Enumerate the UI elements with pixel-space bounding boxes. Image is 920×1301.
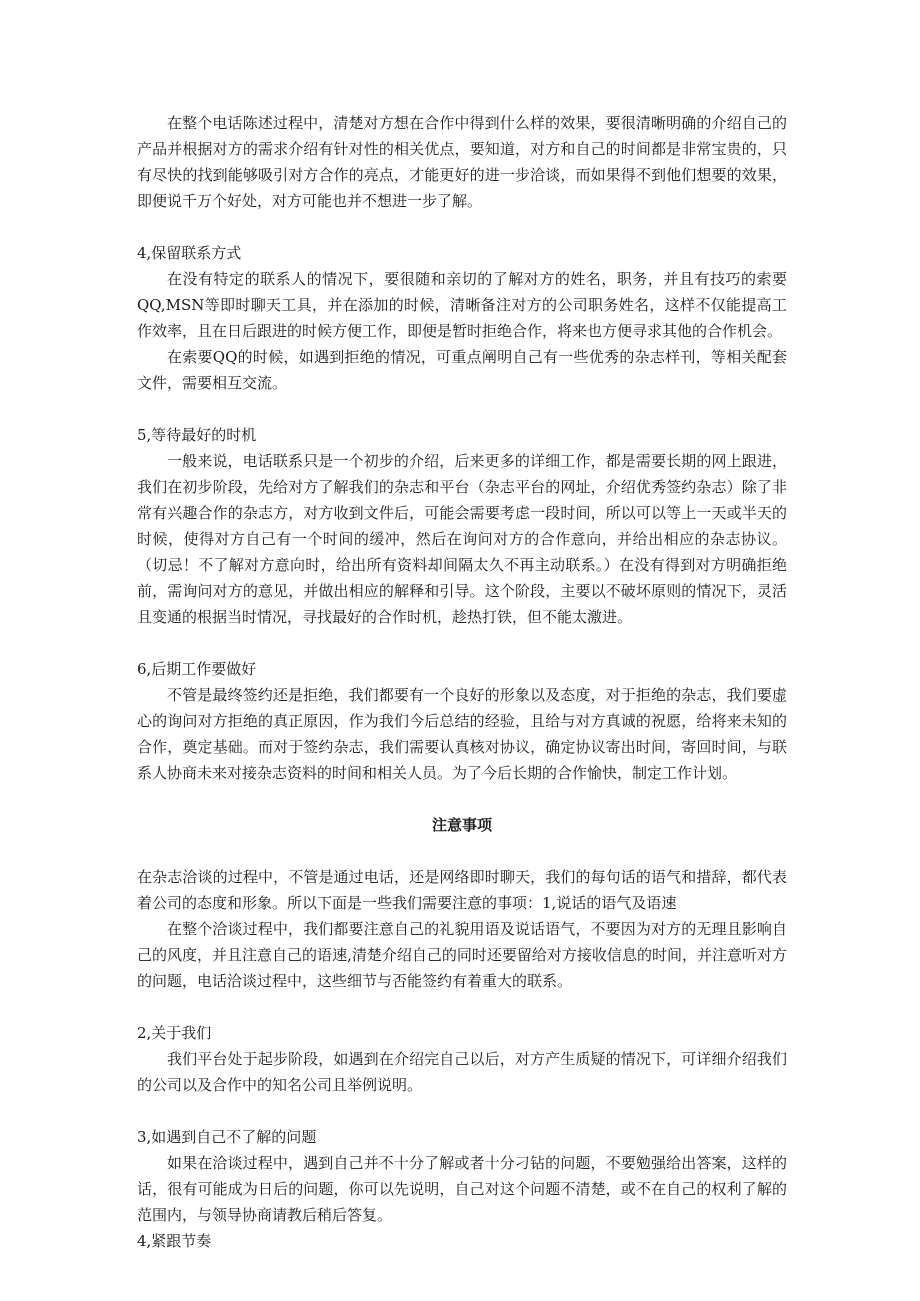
spacer (137, 1098, 787, 1124)
paragraph-follow-up: 不管是最终签约还是拒绝，我们都要有一个良好的形象以及态度，对于拒绝的杂志，我们要虚心的询问对方拒绝的真正原因，作为我们今后总结的经验，且给与对方真诚的祝愿，给将来未知的合作，奠定基础。而对于签约杂志，我们需要认真核对协议，确定协议寄出时间，寄回时间，与联系人协商未来对接杂志资料的时间和相关人员。为了今后长期的合作愉快，制定工作计划。 (137, 686, 787, 782)
heading-best-timing: 5,等待最好的时机 (137, 426, 257, 444)
document-body (137, 110, 787, 1254)
paragraph-presentation: 在整个电话陈述过程中，清楚对方想在合作中得到什么样的效果，要很清晰明确的介绍自己的产品并根据对方的需求介绍有针对性的相关优点，要知道，对方和自己的时间都是非常宝贵的，只有尽快的找到能够吸引对方合作的亮点，才能更好的进一步洽谈，而如果得不到他们想要的效果，即便说千万个好处，对方可能也并不想进一步了解。 (137, 114, 787, 210)
spacer (137, 630, 787, 656)
heading-keep-contact: 4,保留联系方式 (137, 244, 242, 262)
paragraph-tone-speed: 在整个洽谈过程中，我们都要注意自己的礼貌用语及说话语气，不要因为对方的无理且影响自己的风度，并且注意自己的语速,清楚介绍自己的同时还要留给对方接收信息的时间，并注意听对方的问题，电话洽谈过程中，这些细节与否能签约有着重大的联系。 (137, 920, 787, 990)
heading-about-us: 2,关于我们 (137, 1024, 212, 1042)
paragraph-keep-contact: 在没有特定的联系人的情况下，要很随和亲切的了解对方的姓名，职务，并且有技巧的索要QQ,MSN等即时聊天工具，并在添加的时候，清晰备注对方的公司职务姓名，这样不仅能提高工作效率，且在日后跟进的时候方便工作，即便是暂时拒绝合作，将来也方便寻求其他的合作机会。 (137, 270, 787, 340)
paragraph-about-us: 我们平台处于起步阶段，如遇到在介绍完自己以后，对方产生质疑的情况下，可详细介绍我们的公司以及合作中的知名公司且举例说明。 (137, 1050, 787, 1094)
spacer (137, 838, 787, 864)
section-title-notes: 注意事项 (431, 816, 492, 834)
paragraph-ask-qq: 在索要QQ的时候，如遇到拒绝的情况，可重点阐明自己有一些优秀的杂志样刊，等相关配套文件，需要相互交流。 (137, 348, 787, 392)
spacer (137, 396, 787, 422)
heading-unknown-questions: 3,如遇到自己不了解的问题 (137, 1128, 317, 1146)
spacer (137, 994, 787, 1020)
paragraph-best-timing: 一般来说，电话联系只是一个初步的介绍，后来更多的详细工作，都是需要长期的网上跟进，我们在初步阶段，先给对方了解我们的杂志和平台（杂志平台的网址，介绍优秀签约杂志）除了非常有兴趣合作的杂志方，对方收到文件后，可能会需要考虑一段时间，所以可以等上一天或半天的时候，使得对方自己有一个时间的缓冲，然后在询问对方的合作意向，并给出相应的杂志协议。（切忌！不了解对方意向时，给出所有资料却间隔太久不再主动联系。）在没有得到对方明确拒绝前，需询问对方的意见，并做出相应的解释和引导。这个阶段，主要以不破坏原则的情况下，灵活且变通的根据当时情况，寻找最好的合作时机，趁热打铁，但不能太激进。 (137, 452, 787, 626)
paragraph-notes-intro: 在杂志洽谈的过程中，不管是通过电话，还是网络即时聊天，我们的每句话的语气和措辞，都代表着公司的态度和形象。所以下面是一些我们需要注意的事项：1,说话的语气及语速 (137, 868, 787, 912)
paragraph-unknown-questions: 如果在洽谈过程中，遇到自己并不十分了解或者十分刁钻的问题，不要勉强给出答案，这样的话，很有可能成为日后的问题，你可以先说明，自己对这个问题不清楚，或不在自己的权利了解的范围内，与领导协商请教后稍后答复。 (137, 1154, 787, 1224)
spacer (137, 786, 787, 812)
heading-follow-rhythm: 4,紧跟节奏 (137, 1232, 212, 1250)
heading-follow-up: 6,后期工作要做好 (137, 660, 257, 678)
spacer (137, 214, 787, 240)
